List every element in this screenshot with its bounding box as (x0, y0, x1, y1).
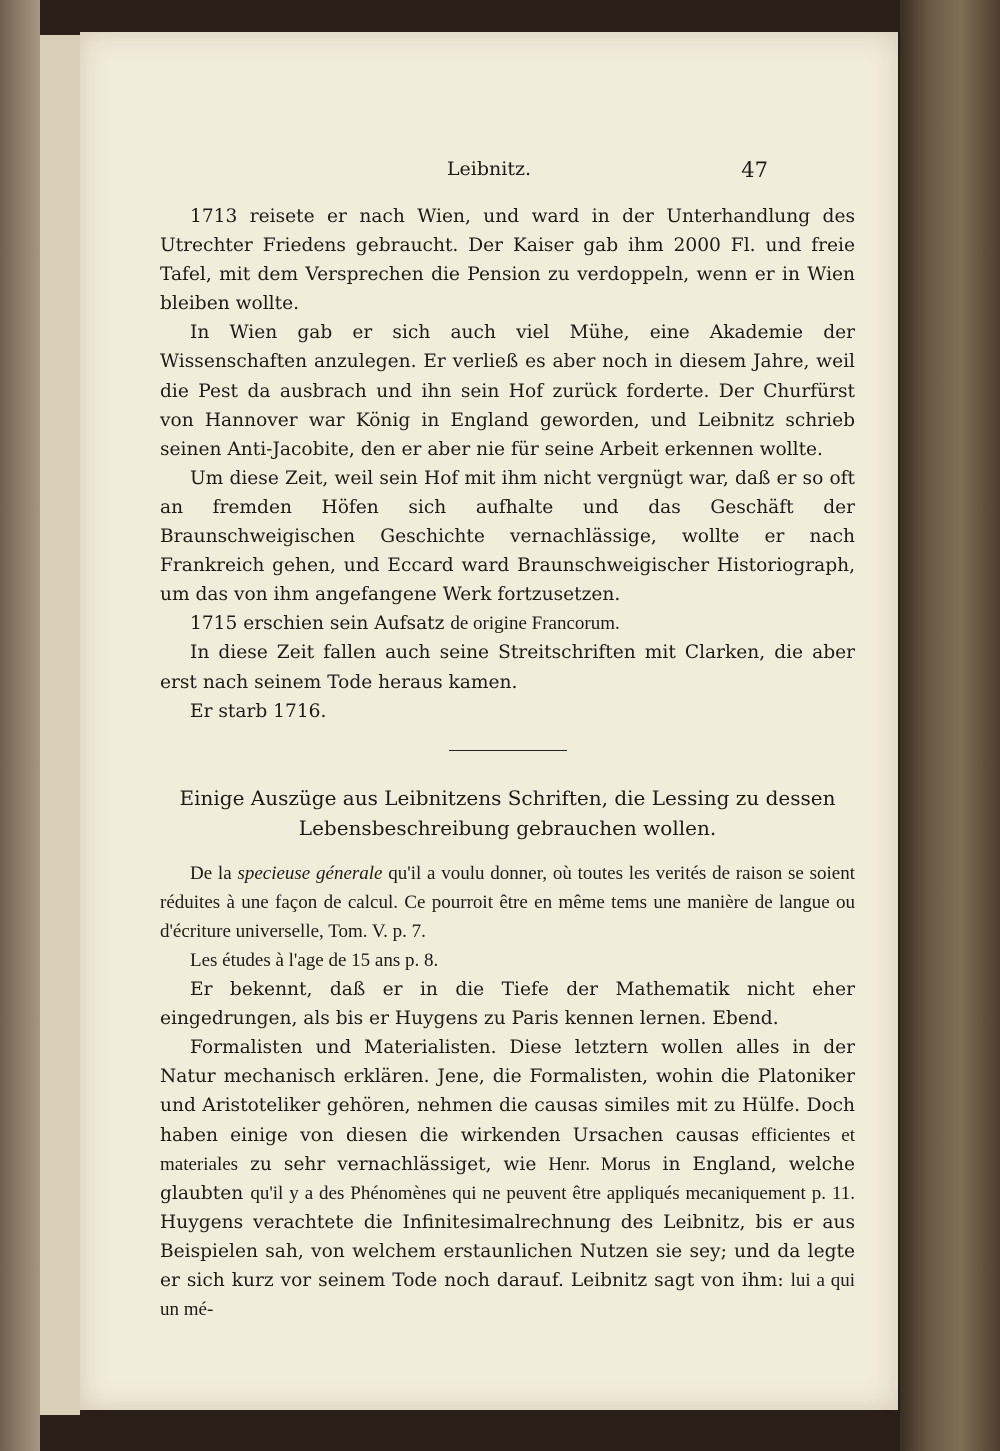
section-heading (160, 783, 855, 843)
excerpt-latin: efficientes et materiales (160, 1124, 855, 1175)
excerpt-text: qu'il a voulu donner, où toutes les verités de raison se soient réduites à une façon de calcul. Ce pourroit être en même tems une manière de langue ou d'écriture universelle, Tom. V. p. 7. (160, 862, 856, 942)
adjacent-page-edge (40, 35, 80, 1415)
running-title: Leibnitz. (446, 158, 532, 180)
section-divider (449, 750, 567, 751)
excerpt-emphasis: specieuse génerale (237, 862, 383, 884)
page-body (160, 202, 855, 1324)
paragraph: In diese Zeit fallen auch seine Streitschriften mit Clarken, die aber erst nach seinem Tode heraus kamen. (160, 642, 855, 693)
excerpt-paragraph (160, 859, 855, 946)
paragraph: Um diese Zeit, weil sein Hof mit ihm nicht vergnügt war, daß er so oft an fremden Höfen sich aufhalte und das Geschäft der Braunschweigischen Geschichte vernachlässige, wollte er nach Frankreich gehen, und Eccard ward Braunschweigischer Historiograph, um das von ihm angefangene Werk fortzusetzen. (160, 467, 855, 606)
paragraph: In Wien gab er sich auch viel Mühe, eine Akademie der Wissenschaften anzulegen. Er verließ es aber noch in diesem Jahre, weil die Pest da ausbrach und ihn sein Hof zurück forderte. Der Churfürst von Hannover war König in England geworden, und Leibnitz schrieb seinen Anti-Jacobite, den er aber nie für seine Arbeit erkennen wollte. (160, 322, 855, 460)
excerpt-paragraph: Er bekennt, daß er in die Tiefe der Mathematik nicht eher eingedrungen, als bis er Huygens zu Paris kennen lernen. Ebend. (160, 979, 855, 1030)
section-heading-line: Lebensbeschreibung gebrauchen wollen. (298, 815, 717, 840)
book-page (80, 32, 898, 1410)
excerpt-latin: lui a qui un mé- (160, 1270, 855, 1321)
excerpt-paragraph (160, 1033, 855, 1324)
excerpt-latin: Henr. Morus (548, 1153, 651, 1175)
excerpt-latin: qu'il y a des Phénomènes qui ne peuvent être appliqués mecaniquement p. 11. (250, 1182, 855, 1204)
excerpt-text: in England, welche glaubten (160, 1153, 855, 1204)
excerpt-text: Diese letztern wollen alles in der Natur mechanisch erklären. Jene, die Formalisten, wohin die Platoniker und Aristoteliker gehören, nehmen die causas similes mit zu Hülfe. Doch haben einige von diesen die wirkenden Ursachen causas (160, 1037, 855, 1146)
excerpt-paragraph: Les études à l'age de 15 ans p. 8. (190, 949, 439, 971)
excerpt-text: Huygens verachtete die Infinitesimalrechnung des Leibnitz, bis er aus Beispielen sah, von welchem erstaunlichen Nutzen sie sey; und da legte er sich kurz vor seinem Tode noch darauf. Leibnitz sagt von ihm: (160, 1211, 855, 1291)
excerpt-text: zu sehr vernachlässiget, wie (250, 1153, 537, 1175)
paragraph: 1713 reisete er nach Wien, und ward in der Unterhandlung des Utrechter Friedens gebraucht. Der Kaiser gab ihm 2000 Fl. und freie Tafel, mit dem Versprechen die Pension zu verdoppeln, wenn er in Wien bleiben wollte. (160, 206, 855, 315)
left-page-edge (0, 0, 40, 1451)
excerpt-emphasis: Formalisten und Materialisten. (190, 1037, 497, 1059)
page-number: 47 (741, 158, 768, 182)
section-heading-line: Einige Auszüge aus Leibnitzens Schriften, die Lessing zu dessen (179, 785, 836, 810)
excerpt-text: De la (190, 862, 232, 884)
paragraph-text: 1715 erschien sein Aufsatz (190, 613, 445, 635)
latin-title: de origine Francorum. (450, 613, 620, 635)
paragraph: Er starb 1716. (190, 700, 327, 722)
book-cover-edge (900, 0, 1000, 1451)
paragraph (160, 609, 855, 638)
